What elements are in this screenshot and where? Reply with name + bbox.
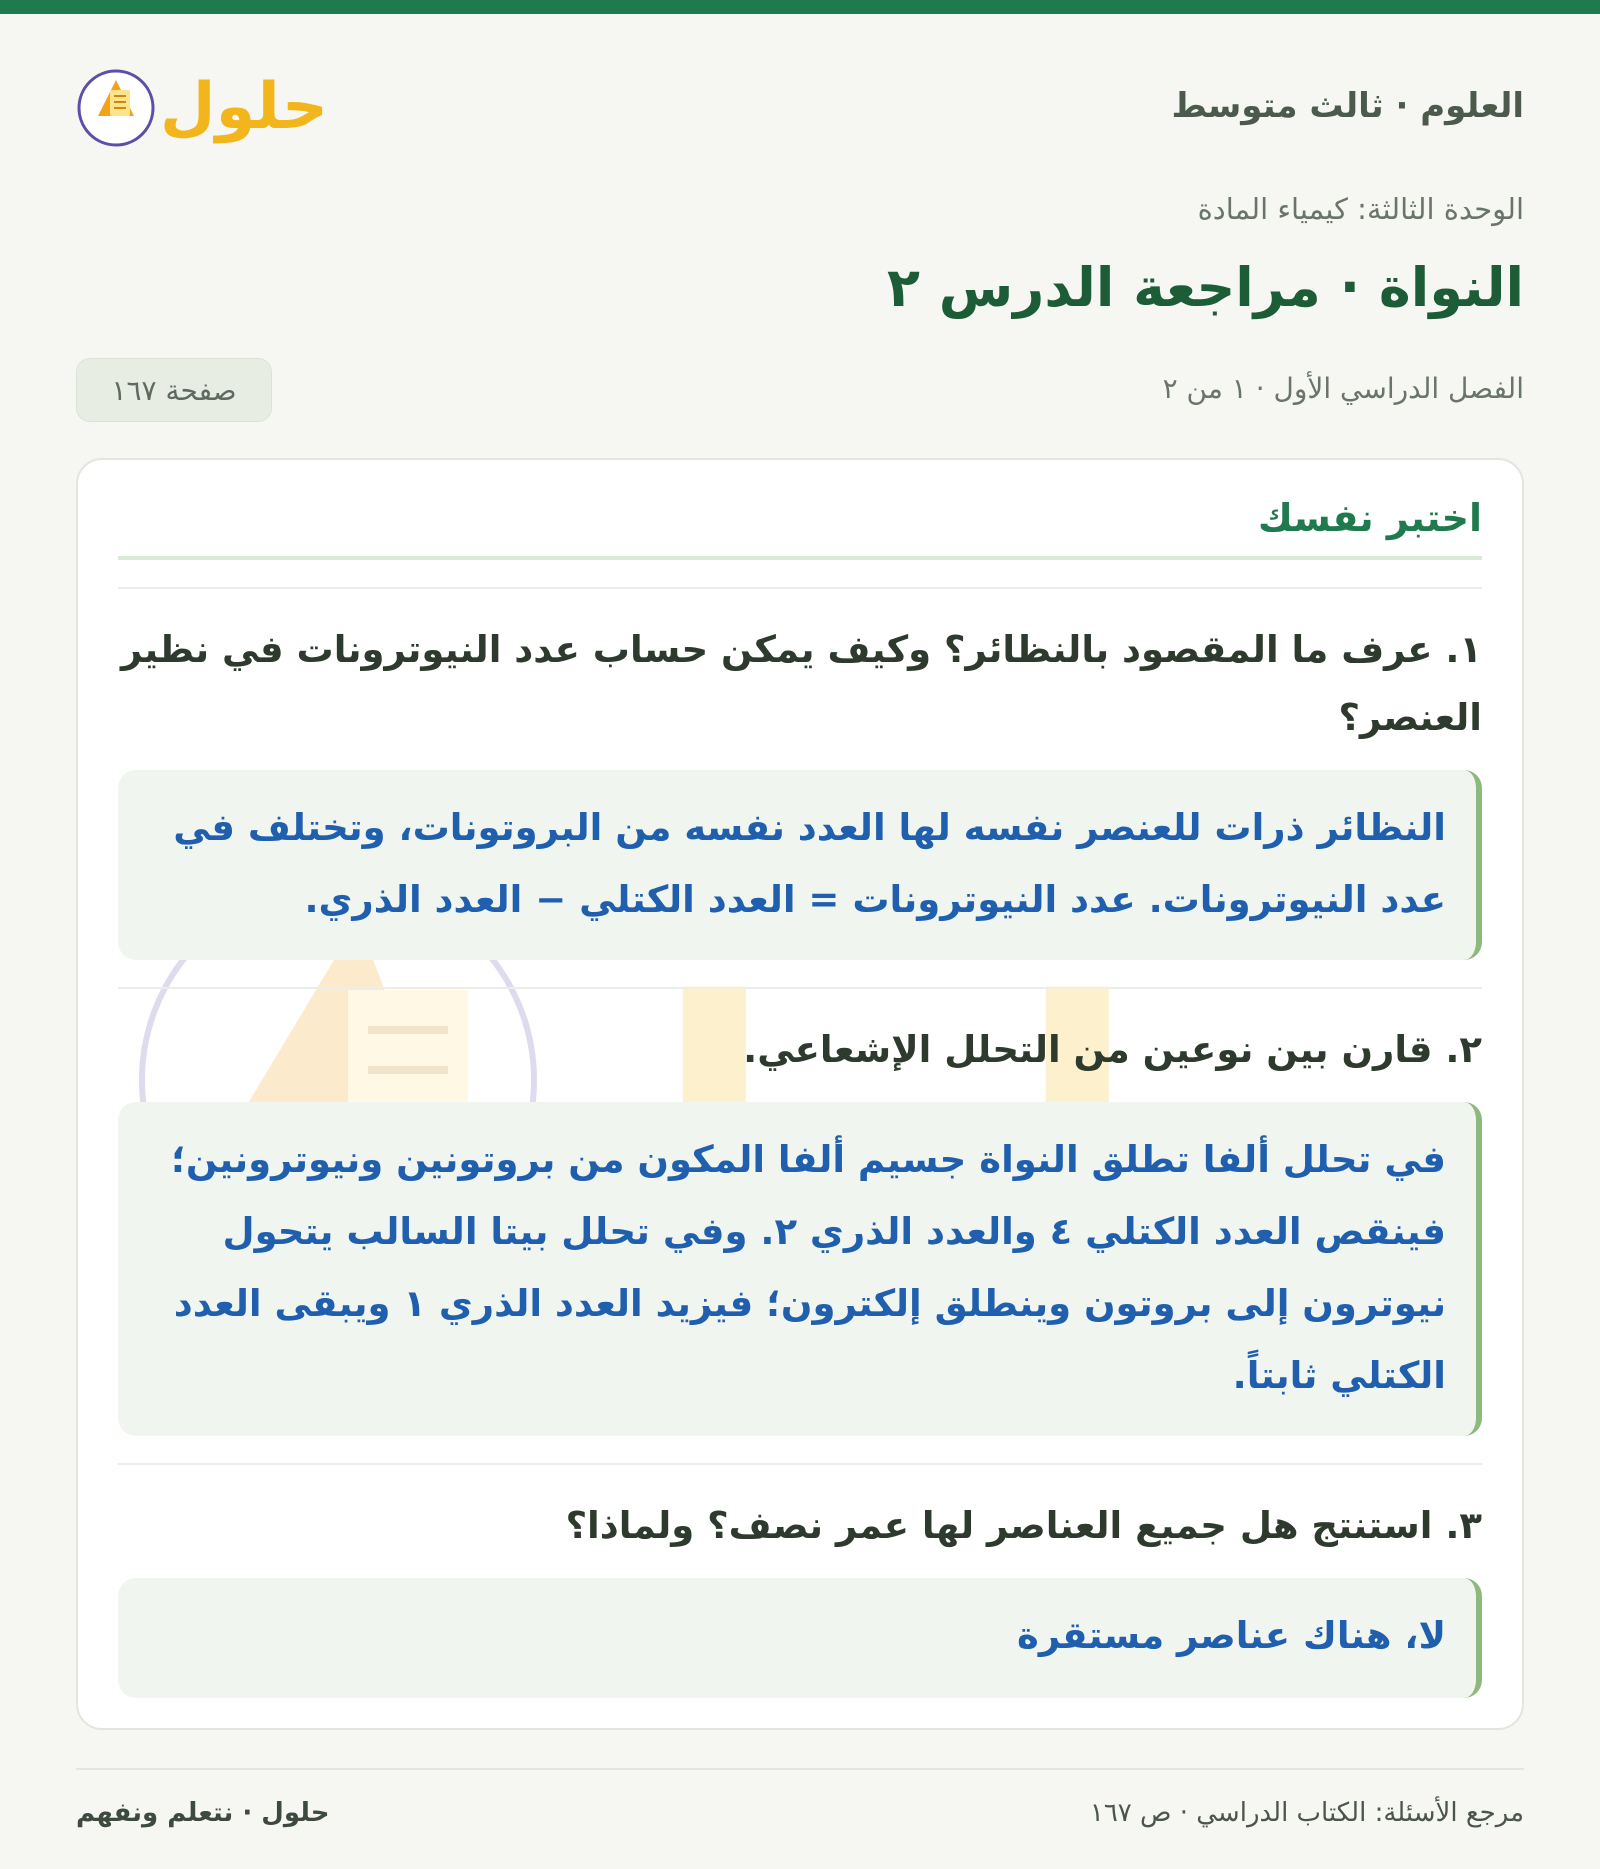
question-3: ٣. استنتج هل جميع العناصر لها عمر نصف؟ ولماذا؟ (565, 1504, 1482, 1547)
logo-wordmark: حلول (160, 70, 328, 144)
footer-reference: مرجع الأسئلة: الكتاب الدراسي · ص ١٦٧ (1089, 1798, 1524, 1828)
divider (118, 987, 1482, 989)
top-accent-bar (0, 0, 1600, 14)
divider (118, 1463, 1482, 1465)
term-label: الفصل الدراسي الأول · ١ من ٢ (1162, 372, 1524, 405)
answer-3: لا، هناك عناصر مستقرة (118, 1578, 1482, 1698)
unit-label: الوحدة الثالثة: كيمياء المادة (1197, 192, 1524, 226)
question-1: ١. عرف ما المقصود بالنظائر؟ وكيف يمكن حساب عدد النيوترونات في نظير العنصر؟ (121, 628, 1482, 739)
card-heading: اختبر نفسك (1258, 496, 1482, 540)
divider (118, 587, 1482, 589)
answer-2: في تحلل ألفا تطلق النواة جسيم ألفا المكون من بروتونين ونيوترونين؛ فينقص العدد الكتلي ٤ والعدد الذري ٢. وفي تحلل بيتا السالب يتحول نيوترون إلى بروتون وينطلق إلكترون؛ فيزيد العدد الذري ١ ويبقى العدد الكتلي ثابتاً. (118, 1102, 1482, 1436)
page-header (76, 56, 1524, 156)
hulul-logo[interactable] (76, 56, 336, 156)
page-number-text: صفحة ١٦٧ (111, 373, 237, 407)
subject-label: العلوم · ثالث متوسط (1171, 86, 1524, 126)
footer-brand[interactable]: حلول · نتعلم ونفهم (76, 1798, 330, 1828)
heading-underline (118, 556, 1482, 560)
page-number-badge (76, 358, 272, 422)
page-title: النواة · مراجعة الدرس ٢ (886, 256, 1524, 319)
answer-1: النظائر ذرات للعنصر نفسه لها العدد نفسه من البروتونات، وتختلف في عدد النيوترونات. عدد النيوترونات = العدد الكتلي − العدد الذري. (118, 770, 1482, 960)
quiz-card (76, 458, 1524, 1730)
question-2: ٢. قارن بين نوعين من التحلل الإشعاعي. (743, 1028, 1482, 1071)
footer-divider (76, 1768, 1524, 1770)
